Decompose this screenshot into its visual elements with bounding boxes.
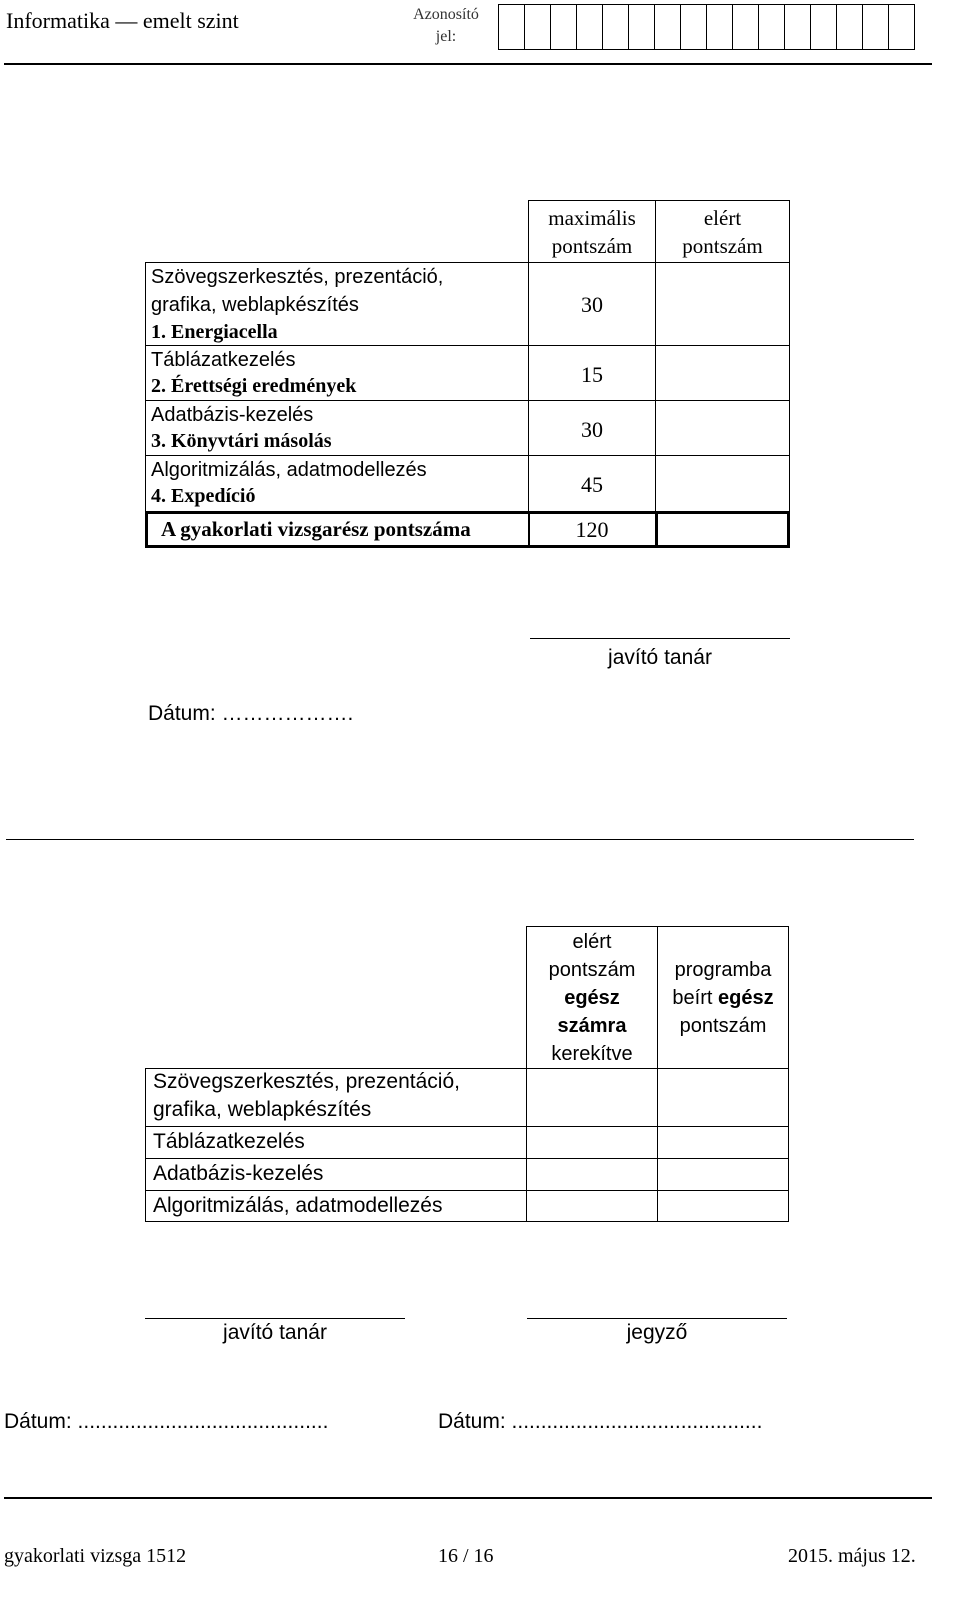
- id-box[interactable]: [706, 4, 733, 50]
- id-box[interactable]: [862, 4, 889, 50]
- id-box[interactable]: [602, 4, 629, 50]
- registrar-date: Dátum: ...........................................: [438, 1410, 763, 1433]
- id-box[interactable]: [810, 4, 837, 50]
- entered-header-text: [657, 956, 789, 1040]
- score-table: [145, 200, 790, 548]
- rounded-header-line: elért: [572, 931, 612, 953]
- rounded-header-line: egész: [564, 987, 620, 1009]
- topic-label: grafika, weblapkészítés: [151, 294, 359, 316]
- id-box[interactable]: [888, 4, 915, 50]
- id-box[interactable]: [654, 4, 681, 50]
- max-score: 30: [581, 417, 603, 442]
- id-box[interactable]: [550, 4, 577, 50]
- table2-divider: [657, 1068, 658, 1222]
- table1-rowline: [145, 455, 790, 456]
- rounded-header-text: [526, 928, 658, 1068]
- col-got-header-line1: elért: [703, 206, 742, 230]
- id-box[interactable]: [784, 4, 811, 50]
- id-box[interactable]: [732, 4, 759, 50]
- col-max-header-line1: maximális: [548, 206, 636, 230]
- id-label: [400, 4, 492, 48]
- rounded-header-line: számra: [557, 1015, 627, 1037]
- footer-rule: [4, 1497, 932, 1499]
- id-box[interactable]: [680, 4, 707, 50]
- id-box[interactable]: [628, 4, 655, 50]
- table2-rowline: [145, 1126, 789, 1127]
- grader-date: Dátum: ...........................................: [4, 1410, 329, 1433]
- grader-signature-line: [145, 1318, 405, 1319]
- topic-label: Adatbázis-kezelés: [151, 404, 314, 426]
- row-label: Algoritmizálás, adatmodellezés: [153, 1194, 443, 1217]
- max-score: 45: [581, 472, 603, 497]
- total-max: 120: [575, 517, 609, 542]
- task-name: 1. Energiacella: [151, 321, 278, 343]
- id-box[interactable]: [836, 4, 863, 50]
- id-label-line1: Azonosító: [413, 6, 479, 23]
- topic-label: Táblázatkezelés: [151, 349, 296, 371]
- id-box[interactable]: [498, 4, 525, 50]
- max-score: 30: [581, 292, 603, 317]
- entered-header-line: programba: [674, 959, 772, 981]
- table2-rowline: [145, 1158, 789, 1159]
- section-divider: [6, 839, 914, 840]
- entered-header-line: pontszám: [679, 1015, 767, 1037]
- footer-left: gyakorlati vizsga 1512: [4, 1545, 187, 1567]
- row-label: Adatbázis-kezelés: [153, 1162, 324, 1185]
- table1-rowline: [145, 345, 790, 346]
- header-title: Informatika — emelt szint: [6, 8, 239, 33]
- grader-label: javító tanár: [223, 1321, 327, 1344]
- grader-label: javító tanár: [608, 646, 712, 669]
- date-label: Dátum: ……………….: [148, 702, 354, 725]
- row-label: Szövegszerkesztés, prezentáció,: [153, 1070, 460, 1093]
- topic-label: Algoritmizálás, adatmodellezés: [151, 459, 427, 481]
- page-number: 16 / 16: [438, 1545, 494, 1567]
- col-max-header: [528, 200, 656, 262]
- header-rule: [4, 63, 932, 65]
- col-got-header: [655, 200, 790, 262]
- table2-rowline: [145, 1190, 789, 1191]
- total-got-cell[interactable]: [659, 515, 787, 545]
- col-max-header-line2: pontszám: [551, 234, 633, 258]
- id-box[interactable]: [576, 4, 603, 50]
- rounding-table: [145, 926, 789, 1222]
- topic-label: Szövegszerkesztés, prezentáció,: [151, 266, 444, 288]
- entered-header-word: beírt: [672, 987, 718, 1009]
- row-label: grafika, weblapkészítés: [153, 1098, 372, 1121]
- signature-line: [530, 638, 790, 639]
- rounded-header-line: pontszám: [548, 959, 636, 981]
- table2-divider: [526, 1068, 527, 1222]
- registrar-label: jegyző: [626, 1321, 688, 1344]
- entered-header-word: egész: [717, 987, 774, 1009]
- id-boxes: [498, 4, 915, 50]
- col-got-header-line2: pontszám: [682, 234, 763, 258]
- id-label-line2: jel:: [435, 28, 457, 45]
- table1-rowline: [145, 400, 790, 401]
- task-name: 2. Érettségi eredmények: [151, 375, 357, 397]
- registrar-signature-line: [527, 1318, 787, 1319]
- id-box[interactable]: [758, 4, 785, 50]
- task-name: 3. Könyvtári másolás: [151, 430, 332, 452]
- row-label: Táblázatkezelés: [153, 1130, 305, 1153]
- rounded-header-line: kerekítve: [551, 1043, 633, 1065]
- total-label: A gyakorlati vizsgarész pontszáma: [161, 517, 471, 541]
- max-score: 15: [581, 362, 603, 387]
- footer-date: 2015. május 12.: [788, 1545, 916, 1567]
- task-name: 4. Expedíció: [151, 485, 256, 507]
- entered-header-line: [657, 984, 789, 1012]
- id-box[interactable]: [524, 4, 551, 50]
